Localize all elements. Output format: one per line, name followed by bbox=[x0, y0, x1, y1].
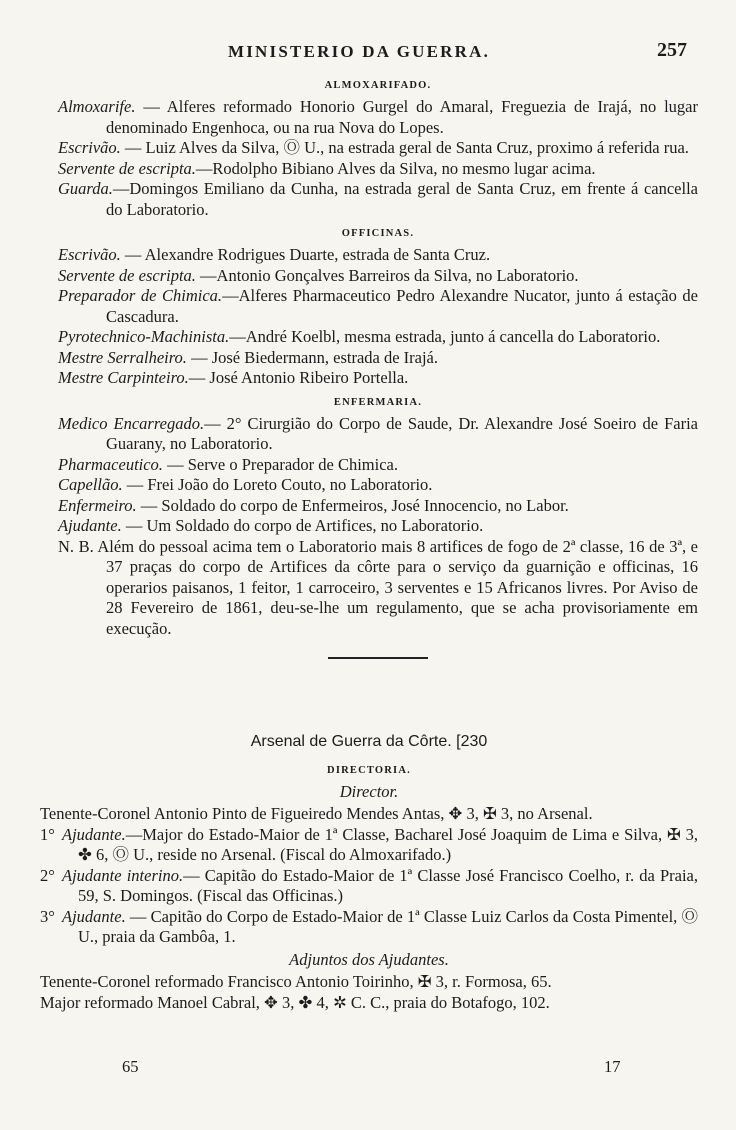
section-divider bbox=[328, 657, 428, 659]
entry-text: — Capitão do Estado-Maior de 1ª Classe José Francisco Coelho, r. da Praia, 59, S. Domingos. (Fiscal das Officinas.) bbox=[78, 865, 698, 905]
entry-text: — José Antonio Ribeiro Portella. bbox=[188, 368, 409, 387]
role-label: Mestre Serralheiro. bbox=[58, 347, 187, 367]
entry-text: — Capitão do Corpo de Estado-Maior de 1ª Classe Luiz Carlos da Costa Pimentel, Ⓞ U., praia da Gambôa, 1. bbox=[78, 906, 698, 946]
role-label: Mestre Carpinteiro. bbox=[58, 368, 189, 387]
arsenal-title: Arsenal de Guerra da Côrte. [230 bbox=[250, 733, 488, 750]
entry-text: —Antonio Gonçalves Barreiros da Silva, no Laboratorio. bbox=[195, 265, 579, 285]
director-entry: Tenente-Coronel Antonio Pinto de Figueiredo Mendes Antas, ✥ 3, ✠ 3, no Arsenal. bbox=[40, 804, 593, 823]
entry bbox=[58, 414, 698, 455]
entry-text: —Alferes Pharmaceutico Pedro Alexandre Nucator, junto á estação de Cascadura. bbox=[106, 286, 698, 326]
role-label: Pyrotechnico-Machinista. bbox=[58, 327, 230, 346]
ordinal: 3° bbox=[40, 906, 55, 926]
ajudante-entry bbox=[40, 907, 698, 948]
arsenal-section bbox=[40, 718, 698, 1013]
role-label: Ajudante. bbox=[58, 516, 122, 535]
role-label: Escrivão. bbox=[58, 138, 121, 157]
entry-text: — José Biedermann, estrada de Irajá. bbox=[186, 347, 439, 367]
ordinal: 2° bbox=[40, 865, 55, 885]
entry bbox=[58, 245, 698, 266]
role-label: Almoxarife. bbox=[58, 97, 136, 116]
role-label: Ajudante. bbox=[62, 906, 126, 926]
section-heading-officinas: OFFICINAS. bbox=[341, 228, 415, 239]
signature-mark-left: 65 bbox=[122, 1057, 139, 1076]
role-label: Guarda. bbox=[58, 179, 113, 198]
role-label: Medico Encarregado. bbox=[58, 413, 205, 433]
entry bbox=[58, 179, 698, 220]
ordinal: 1° bbox=[40, 824, 55, 844]
role-label: Preparador de Chimica. bbox=[58, 286, 223, 305]
adjunto-entry: Tenente-Coronel reformado Francisco Antonio Toirinho, ✠ 3, r. Formosa, 65. bbox=[40, 972, 552, 991]
entry bbox=[58, 516, 698, 537]
entry-text: — Luiz Alves da Silva, Ⓞ U., na estrada geral de Santa Cruz, proximo á referida rua. bbox=[120, 138, 689, 157]
role-label: Ajudante interino. bbox=[62, 865, 184, 885]
role-label: Escrivão. bbox=[58, 245, 121, 264]
page-header bbox=[0, 40, 736, 68]
entry-text: —André Koelbl, mesma estrada, junto á cancella do Laboratorio. bbox=[229, 327, 661, 346]
entry-text: — Serve o Preparador de Chimica. bbox=[162, 454, 398, 474]
entry-text: — Alexandre Rodrigues Duarte, estrada de Santa Cruz. bbox=[120, 245, 491, 264]
entry-text: —Major do Estado-Maior de 1ª Classe, Bacharel José Joaquim de Lima e Silva, ✠ 3, ✤ 6, Ⓞ U., reside no Arsenal. (Fiscal do Almoxarifado.) bbox=[78, 824, 698, 864]
role-label: Enfermeiro. bbox=[58, 495, 137, 515]
entry bbox=[58, 266, 698, 287]
adjuntos-label: Adjuntos dos Ajudantes. bbox=[289, 949, 449, 969]
role-label: Capellão. bbox=[58, 475, 123, 494]
role-label: Pharmaceutico. bbox=[58, 454, 163, 474]
signature-mark-right: 17 bbox=[604, 1057, 621, 1076]
entry-text: Além do pessoal acima tem o Laboratorio mais 8 artifices de fogo de 2ª classe, 16 de 3ª, e 37 praças do corpo de Artifices da côrte para o serviço da guarnição e officinas, 16 operarios paisanos, 1 feitor, 1 carroceiro, 3 serventes e 15 Africanos livres. Por Aviso de 28 Fevereiro de 1861, deu-se-lhe um regulamento, que se acha provisoriamente em execução. bbox=[93, 536, 699, 638]
entry-text: — 2° Cirurgião do Corpo de Saude, Dr. Alexandre José Soeiro de Faria Guarany, no Laboratorio. bbox=[106, 413, 698, 453]
entry bbox=[58, 159, 698, 180]
entry bbox=[58, 496, 698, 517]
section-heading-almoxarifado: ALMOXARIFADO. bbox=[324, 80, 432, 91]
ajudante-entry bbox=[40, 866, 698, 907]
page-number: 257 bbox=[657, 39, 687, 61]
role-label: Servente de escripta. bbox=[58, 158, 196, 178]
entry bbox=[58, 286, 698, 327]
entry bbox=[58, 327, 698, 348]
adjunto-entry: Major reformado Manoel Cabral, ✥ 3, ✤ 4, ✲ C. C., praia do Botafogo, 102. bbox=[40, 992, 550, 1012]
entry-text: — Frei João do Loreto Couto, no Laboratorio. bbox=[122, 475, 433, 494]
director-label: Director. bbox=[339, 781, 399, 801]
entry bbox=[58, 138, 698, 159]
nota-bene bbox=[58, 537, 698, 640]
running-title: MINISTERIO DA GUERRA. bbox=[228, 42, 491, 61]
entry-text: —Rodolpho Bibiano Alves da Silva, no mesmo lugar acima. bbox=[195, 158, 596, 178]
section-heading-directoria: DIRECTORIA. bbox=[327, 764, 411, 776]
upper-content bbox=[58, 78, 698, 671]
entry bbox=[58, 368, 698, 389]
entry bbox=[58, 97, 698, 138]
entry-text: — Soldado do corpo de Enfermeiros, José Innocencio, no Labor. bbox=[136, 495, 569, 515]
entry-text: —Domingos Emiliano da Cunha, na estrada geral de Santa Cruz, em frente á cancella do Laboratorio. bbox=[106, 179, 698, 219]
role-label: Servente de escripta. bbox=[58, 265, 196, 285]
role-label: Ajudante. bbox=[62, 824, 126, 844]
ajudante-entry bbox=[40, 825, 698, 866]
entry-text: — Alferes reformado Honorio Gurgel do Amaral, Freguezia de Irajá, no lugar denominado Engenhoca, ou na rua Nova do Lopes. bbox=[106, 97, 698, 137]
nb-label: N. B. bbox=[58, 536, 94, 556]
section-heading-enfermaria: ENFERMARIA. bbox=[333, 396, 423, 408]
entry bbox=[58, 455, 698, 476]
entry bbox=[58, 348, 698, 369]
entry-text: — Um Soldado do corpo de Artifices, no Laboratorio. bbox=[121, 516, 484, 535]
entry bbox=[58, 475, 698, 496]
